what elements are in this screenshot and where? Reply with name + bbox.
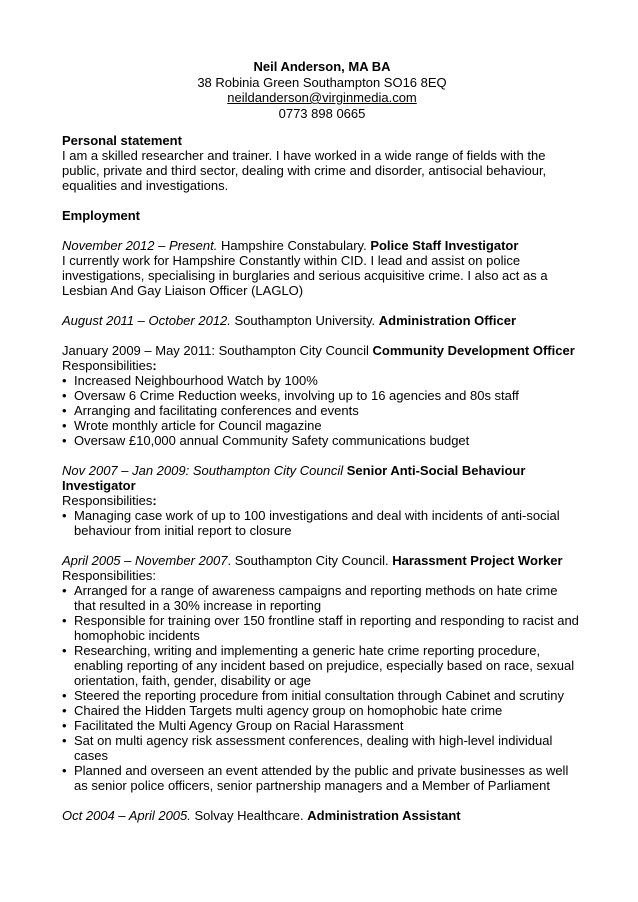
job-dates: January 2009 – May 2011: Southampton City Council xyxy=(62,343,373,358)
list-item: • Researching, writing and implementing a generic hate crime reporting procedure, enabling reporting of any incident based on prejudice, especially based on race, sexual orientation, faith, gender, disability or age xyxy=(62,643,582,688)
responsibilities-list xyxy=(62,373,582,448)
job-employer: Hampshire Constabulary. xyxy=(217,238,371,253)
job-title: Community Development Officer xyxy=(372,343,575,358)
candidate-name: Neil Anderson, MA BA xyxy=(253,59,391,74)
job-title: Senior Anti-Social Behaviour Investigator xyxy=(62,463,526,493)
list-item: • Sat on multi agency risk assessment conferences, dealing with high-level individual cases xyxy=(62,733,582,763)
job-employer: . Southampton City Council. xyxy=(227,553,393,568)
job-entry xyxy=(62,238,582,298)
personal-statement-heading: Personal statement xyxy=(62,133,182,148)
personal-statement-text: I am a skilled researcher and trainer. I have worked in a wide range of fields with the public, private and third sector, dealing with crime and disorder, antisocial behaviour, equalities and investigations. xyxy=(62,148,547,193)
job-title-line xyxy=(62,313,582,328)
address: 38 Robinia Green Southampton SO16 8EQ xyxy=(197,74,447,90)
job-entry xyxy=(62,313,582,328)
responsibilities-label: Responsibilities: xyxy=(62,493,157,508)
responsibilities-label: Responsibilities: xyxy=(62,568,156,583)
job-employer: Solvay Healthcare. xyxy=(190,808,308,823)
cv-header xyxy=(62,59,582,121)
job-title-line xyxy=(62,808,582,823)
job-entry xyxy=(62,463,582,538)
list-item: • Wrote monthly article for Council magazine xyxy=(62,418,582,433)
job-dates: November 2012 – Present. xyxy=(62,238,218,253)
job-entry xyxy=(62,553,582,793)
list-item: • Oversaw 6 Crime Reduction weeks, involving up to 16 agencies and 80s staff xyxy=(62,388,582,403)
job-title: Administration Assistant xyxy=(307,808,461,823)
job-dates: August 2011 – October 2012. xyxy=(62,313,231,328)
job-title: Police Staff Investigator xyxy=(370,238,519,253)
list-item: • Oversaw £10,000 annual Community Safety communications budget xyxy=(62,433,582,448)
job-title-line xyxy=(62,343,582,358)
list-item: • Facilitated the Multi Agency Group on Racial Harassment xyxy=(62,718,582,733)
job-entry xyxy=(62,343,582,448)
job-title-line xyxy=(62,463,582,493)
list-item: • Planned and overseen an event attended by the public and private businesses as well as senior police officers, senior partnership managers and a Member of Parliament xyxy=(62,763,582,793)
list-item: • Steered the reporting procedure from initial consultation through Cabinet and scrutiny xyxy=(62,688,582,703)
phone: 0773 898 0665 xyxy=(278,105,366,121)
list-item: • Responsible for training over 150 frontline staff in reporting and responding to racist and homophobic incidents xyxy=(62,613,582,643)
list-item: • Arranged for a range of awareness campaigns and reporting methods on hate crime that resulted in a 30% increase in reporting xyxy=(62,583,582,613)
responsibilities-label: Responsibilities: xyxy=(62,358,157,373)
job-title: Administration Officer xyxy=(378,313,517,328)
job-dates: April 2005 – November 2007 xyxy=(62,553,228,568)
personal-statement-section xyxy=(62,133,582,193)
job-employer: Southampton University. xyxy=(230,313,379,328)
job-dates: Oct 2004 – April 2005. xyxy=(62,808,191,823)
cv-page xyxy=(62,59,582,823)
list-item: • Managing case work of up to 100 investigations and deal with incidents of anti-social behaviour from initial report to closure xyxy=(62,508,582,538)
responsibilities-list xyxy=(62,583,582,793)
job-title: Harassment Project Worker xyxy=(392,553,563,568)
job-dates: Nov 2007 – Jan 2009: Southampton City Council xyxy=(62,463,344,478)
responsibilities-list xyxy=(62,508,582,538)
employment-heading: Employment xyxy=(62,208,141,223)
job-title-line xyxy=(62,553,582,568)
list-item: • Chaired the Hidden Targets multi agency group on homophobic hate crime xyxy=(62,703,582,718)
list-item: • Arranging and facilitating conferences and events xyxy=(62,403,582,418)
employment-section xyxy=(62,208,582,823)
job-title-line xyxy=(62,238,582,253)
email-link[interactable]: neildanderson@virginmedia.com xyxy=(227,90,417,105)
job-entry xyxy=(62,808,582,823)
list-item: • Increased Neighbourhood Watch by 100% xyxy=(62,373,582,388)
job-description: I currently work for Hampshire Constantly within CID. I lead and assist on police investigations, specialising in burglaries and serious acquisitive crime. I also act as a Lesbian And Gay Liaison Officer (LAGLO) xyxy=(62,253,548,298)
